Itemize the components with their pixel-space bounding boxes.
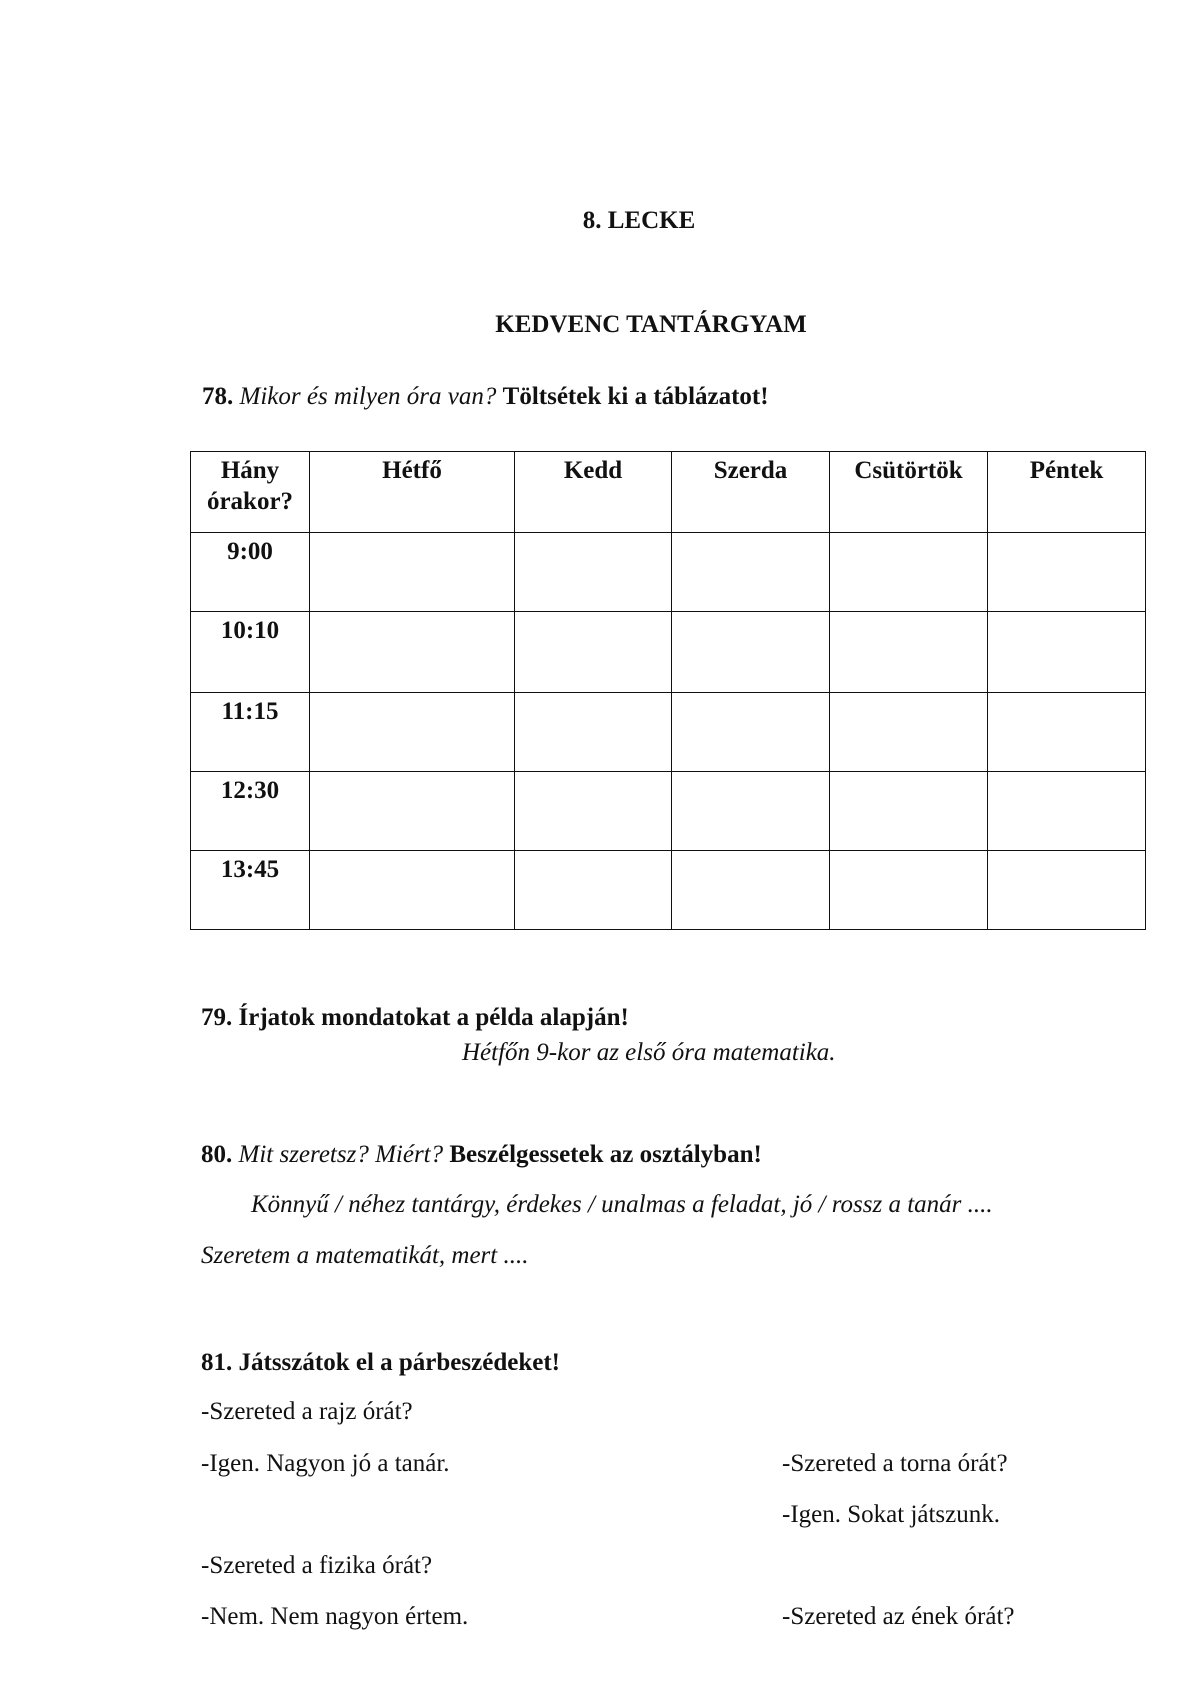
- schedule-table: [190, 451, 1146, 930]
- time-cell: 9:00: [191, 533, 310, 612]
- dialogue-line: -Szereted a rajz órát?: [201, 1398, 413, 1425]
- time-cell: 12:30: [191, 772, 310, 851]
- exercise-79-heading-text: 79. Írjatok mondatokat a példa alapján!: [201, 1004, 629, 1031]
- exercise-79-example: Hétfőn 9-kor az első óra matematika.: [462, 1039, 836, 1066]
- exercise-78-instruction: Töltsétek ki a táblázatot!: [502, 383, 769, 410]
- dialogue-line: -Szereted az ének órát?: [782, 1603, 1015, 1630]
- unit-title: KEDVENC TANTÁRGYAM: [495, 311, 807, 338]
- table-row: [191, 612, 1146, 693]
- exercise-78-heading: [202, 383, 769, 411]
- day-header-pentek: Péntek: [988, 452, 1146, 533]
- table-cell[interactable]: [310, 772, 515, 851]
- table-cell[interactable]: [515, 772, 672, 851]
- table-cell[interactable]: [830, 533, 988, 612]
- exercise-79-heading: [201, 1004, 629, 1032]
- table-cell[interactable]: [988, 851, 1146, 930]
- exercise-80-instruction: Beszélgessetek az osztályban!: [449, 1141, 762, 1168]
- table-cell[interactable]: [672, 851, 830, 930]
- exercise-80-prompt: Mit szeretsz? Miért?: [238, 1141, 444, 1168]
- lesson-title: 8. LECKE: [582, 207, 696, 234]
- table-cell[interactable]: [310, 851, 515, 930]
- dialogue-line: -Igen. Sokat játszunk.: [782, 1501, 1001, 1528]
- time-cell: 11:15: [191, 693, 310, 772]
- exercise-80-heading: [201, 1141, 762, 1169]
- corner-header: [191, 452, 310, 533]
- table-cell[interactable]: [830, 772, 988, 851]
- corner-header-line2: órakor?: [206, 488, 294, 515]
- table-row: [191, 772, 1146, 851]
- table-cell[interactable]: [310, 533, 515, 612]
- table-row: [191, 533, 1146, 612]
- exercise-80-line1: Könnyű / néhez tantárgy, érdekes / unalmas a feladat, jó / rossz a tanár ....: [251, 1191, 993, 1218]
- table-cell[interactable]: [988, 612, 1146, 693]
- dialogue-line: -Szereted a fizika órát?: [201, 1552, 433, 1579]
- table-cell[interactable]: [672, 772, 830, 851]
- exercise-81-heading: [201, 1349, 560, 1377]
- table-cell[interactable]: [988, 772, 1146, 851]
- dialogue-line: -Nem. Nem nagyon értem.: [201, 1603, 469, 1630]
- table-cell[interactable]: [515, 851, 672, 930]
- table-cell[interactable]: [830, 851, 988, 930]
- day-header-hetfo: Hétfő: [310, 452, 515, 533]
- table-cell[interactable]: [515, 693, 672, 772]
- table-cell[interactable]: [310, 693, 515, 772]
- table-row: [191, 851, 1146, 930]
- day-header-kedd: Kedd: [515, 452, 672, 533]
- table-cell[interactable]: [988, 693, 1146, 772]
- dialogue-line: -Szereted a torna órát?: [782, 1450, 1008, 1477]
- table-row: [191, 693, 1146, 772]
- table-header-row: [191, 452, 1146, 533]
- table-cell[interactable]: [830, 693, 988, 772]
- day-header-szerda: Szerda: [672, 452, 830, 533]
- exercise-80-line2: Szeretem a matematikát, mert ....: [201, 1242, 529, 1269]
- time-cell: 10:10: [191, 612, 310, 693]
- day-header-csutortok: Csütörtök: [830, 452, 988, 533]
- table-cell[interactable]: [672, 612, 830, 693]
- table-cell[interactable]: [988, 533, 1146, 612]
- table-cell[interactable]: [515, 533, 672, 612]
- exercise-80-number: 80.: [201, 1141, 233, 1168]
- time-cell: 13:45: [191, 851, 310, 930]
- table-cell[interactable]: [830, 612, 988, 693]
- corner-header-line1: Hány: [220, 457, 280, 484]
- table-cell[interactable]: [672, 693, 830, 772]
- exercise-81-heading-text: 81. Játsszátok el a párbeszédeket!: [201, 1349, 560, 1376]
- table-cell[interactable]: [672, 533, 830, 612]
- table-cell[interactable]: [515, 612, 672, 693]
- dialogue-line: -Igen. Nagyon jó a tanár.: [201, 1450, 450, 1477]
- exercise-78-prompt: Mikor és milyen óra van?: [239, 383, 497, 410]
- exercise-78-number: 78.: [202, 383, 234, 410]
- table-cell[interactable]: [310, 612, 515, 693]
